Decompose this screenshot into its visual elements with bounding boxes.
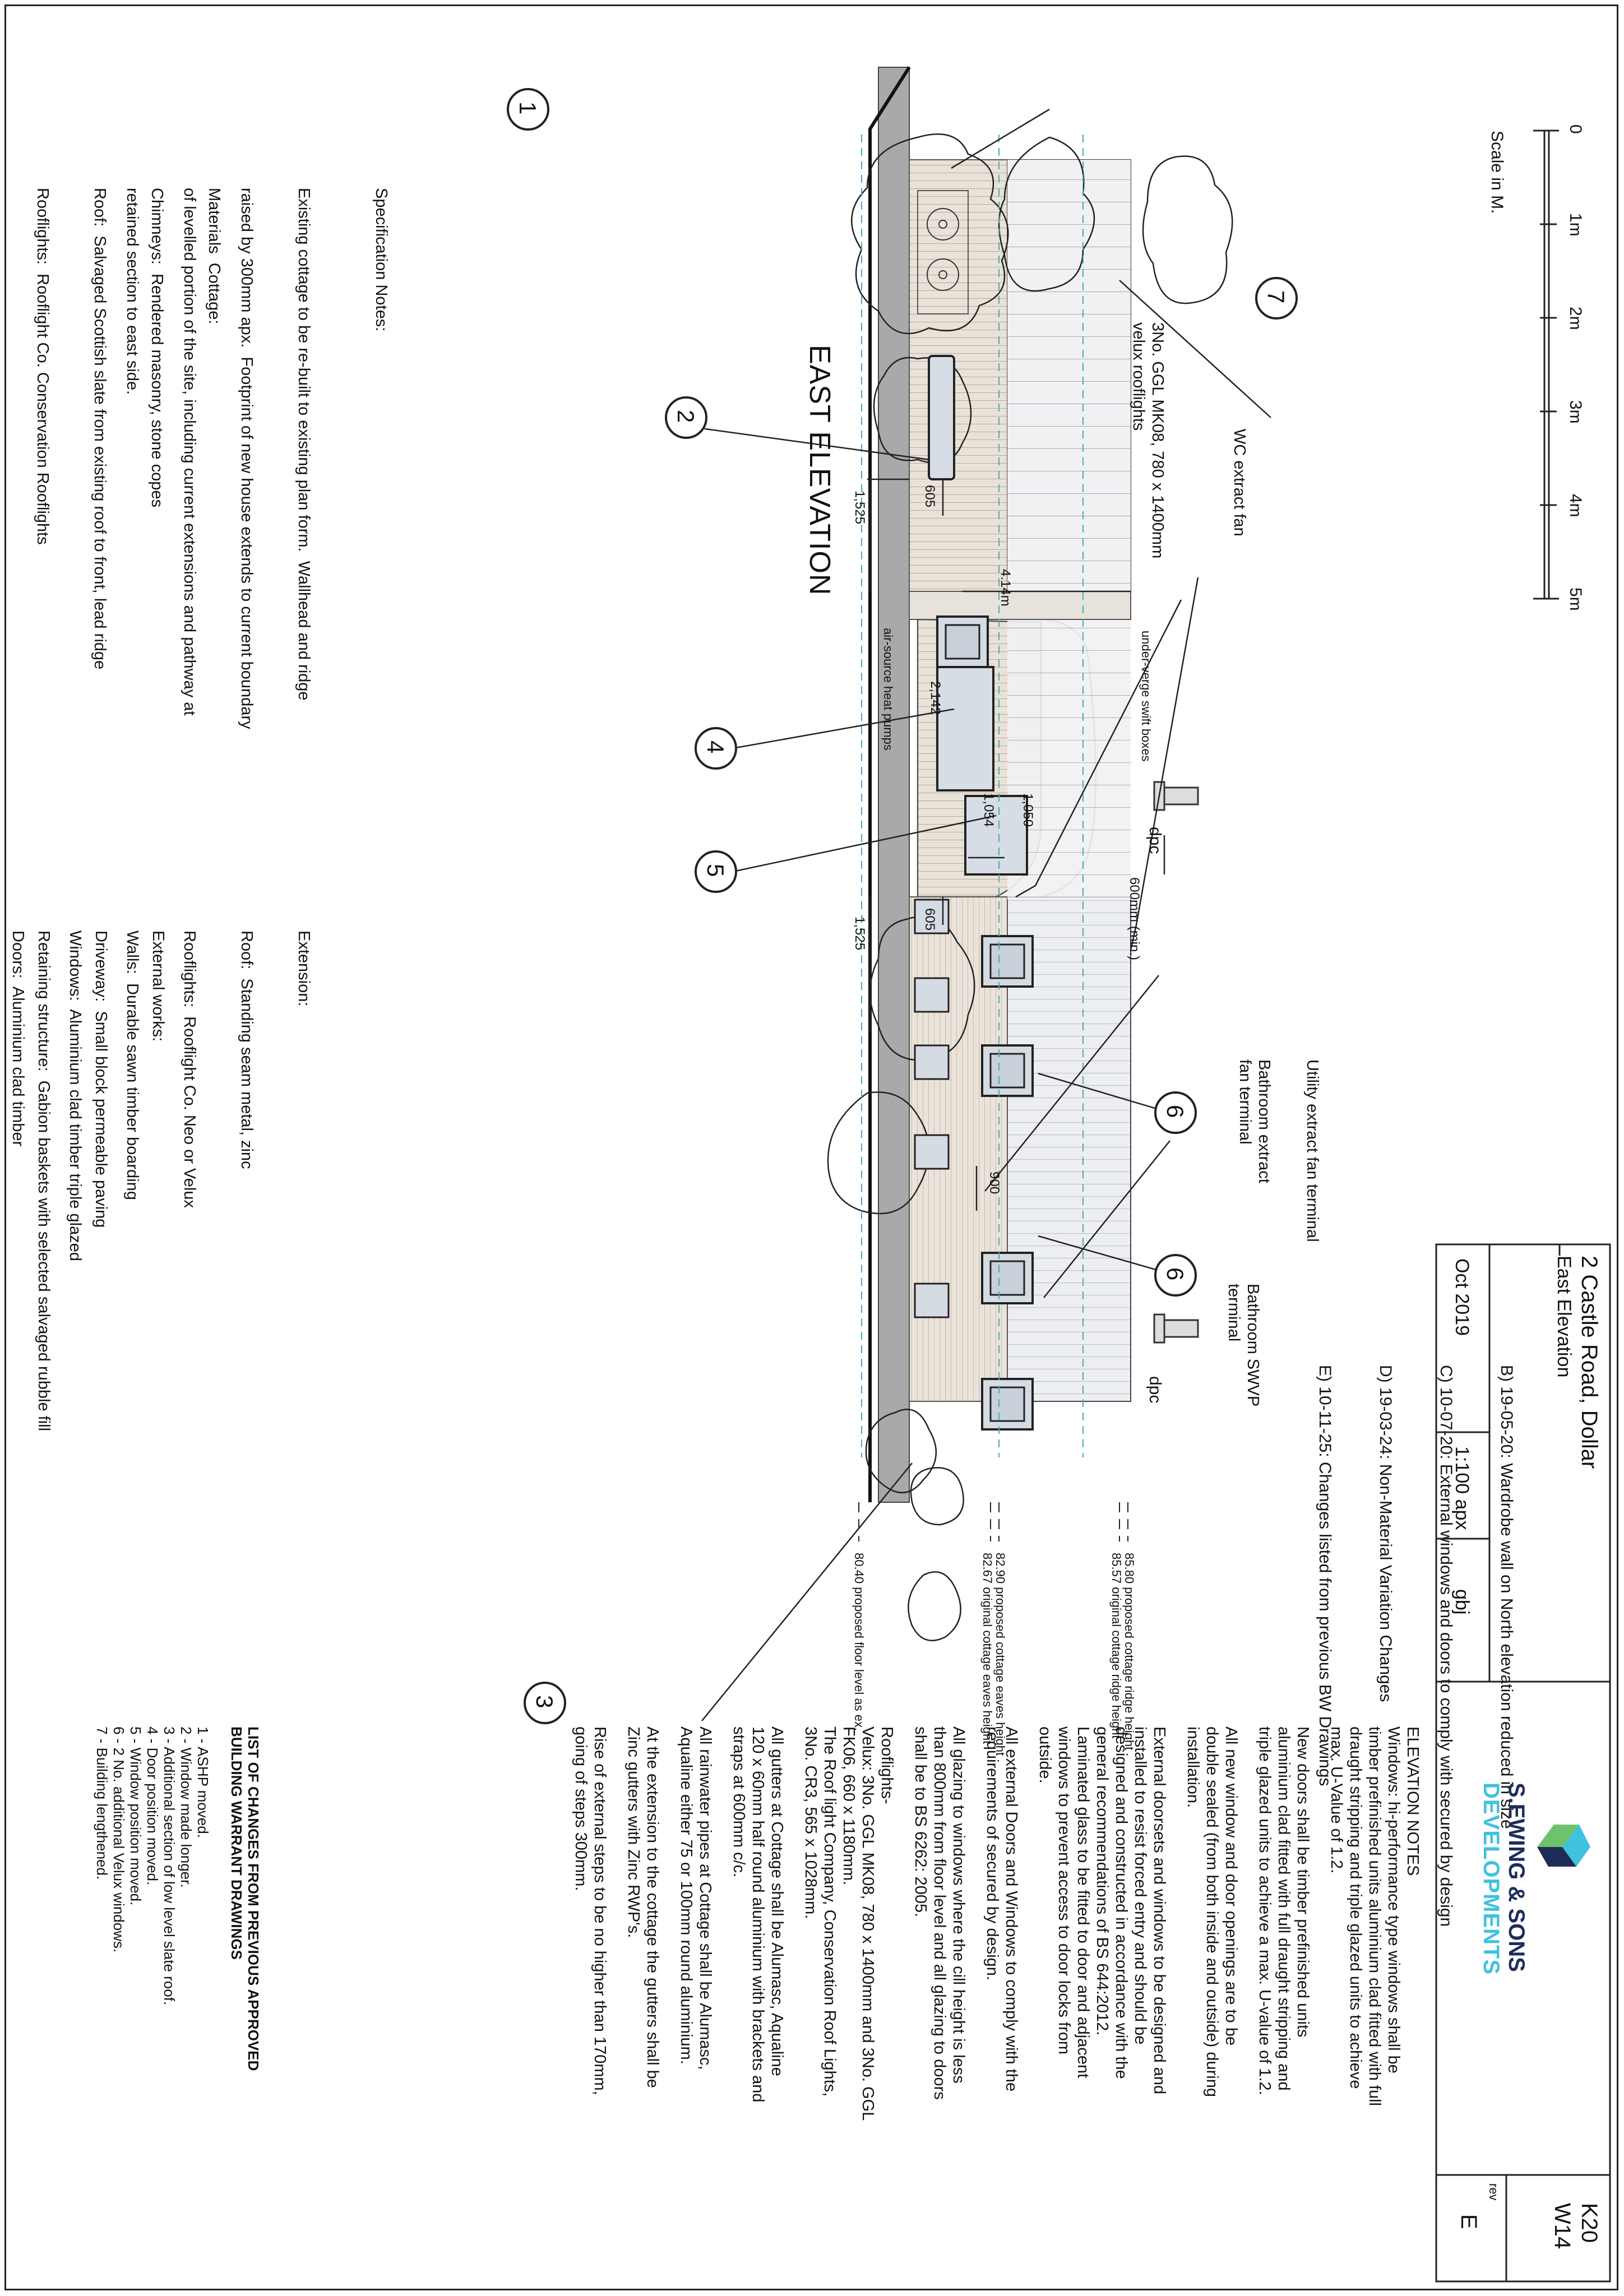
callout-2: 2 [673, 410, 699, 423]
spec-cottage-line: Chimneys: Rendered masonry, stone copes [148, 188, 166, 508]
spec-extension-line: Windows: Aluminium clad timber triple glazed [66, 931, 84, 1261]
note-line: All glazing to windows where the cill height is less [950, 1726, 968, 2084]
level-ridge-proposed: 85.80 proposed cottage ridge height [1122, 1553, 1136, 1751]
spec-extension-line: Roof: Standing seam metal, zinc [238, 931, 256, 1169]
bathroom-swvp-label: Bathroom SWVP terminal [1225, 1284, 1262, 1407]
tb-date: Oct 2019 [1451, 1258, 1473, 1336]
note-line: All new window and door openings are to be [1222, 1726, 1240, 2046]
callout-6b: 6 [1162, 1267, 1188, 1281]
note-line: At the extension to the cottage the gutters shall be [644, 1726, 661, 2088]
rev-value: E [1456, 2214, 1481, 2229]
callout-7: 7 [1263, 290, 1289, 304]
bathroom-fan-label: Bathroom extract fan terminal [1236, 1059, 1273, 1183]
dpc-label-2: dpc [1146, 1376, 1164, 1404]
revision-d: D) 19-03-24: Non-Material Variation Changes [1376, 1365, 1395, 1702]
spec-external-line: External works: [149, 931, 167, 1042]
spec-intro-line: raised by 300mm apx. Footprint of new house extends to current boundary [238, 188, 256, 729]
note-line: straps at 600mm c/c. [730, 1726, 748, 1878]
elevation-title: EAST ELEVATION [803, 345, 836, 596]
spec-intro-line: retained section to east side. [123, 188, 141, 395]
elevation-notes-heading: ELEVATION NOTES [1404, 1726, 1422, 1876]
company-name-line1: S.EWING & SONS [1504, 1783, 1529, 1972]
note-line: All rainwater pipes at Cottage shall be Alumasc, [696, 1726, 714, 2070]
dim-1050: 1,050 [1020, 793, 1035, 827]
scale-tick-0: 0 [1566, 124, 1585, 134]
change-item: 7 - Building lengthened. [94, 1726, 110, 1880]
spec-external-line: Retaining structure: Gabion baskets with selected salvaged rubble fill [35, 931, 53, 1432]
change-item: 1 - ASHP moved. [195, 1726, 211, 1838]
note-line: designed and constructed in accordance with the [1112, 1726, 1130, 2079]
note-security [1035, 1726, 1169, 2276]
dim-1054: 1,054 [981, 793, 996, 827]
note-line: 3No. CR3, 565 x 1028mm. [802, 1726, 820, 1919]
spec-cottage-line: Roof: Salvaged Scottish slate from existing roof to front, lead ridge [91, 188, 109, 670]
callout-6a: 6 [1162, 1105, 1188, 1118]
note-line: Velux: 3No. GGL MK08, 780 x 1400mm and 3No. GGL [859, 1726, 877, 2121]
note-line: than 800mm from floor level and all glazing to doors [931, 1726, 949, 2100]
note-line: External doorsets and windows to be designed and [1150, 1726, 1168, 2095]
scale-tick-1: 1m [1566, 213, 1585, 237]
note-line: shall be to BS 6262: 2005. [912, 1726, 929, 1918]
spec-extension-line: Walls: Durable sawn timber boarding [123, 931, 141, 1200]
changes-list [94, 1726, 262, 2276]
note-line: triple glazed units to achieve a max. U-value of 1.2. [1256, 1726, 1274, 2095]
dim-900: 900 [987, 1172, 1002, 1195]
dim-1525-extension: 1,525 [852, 916, 867, 951]
note-line: double sealed (from both inside and outside) during [1203, 1726, 1221, 2097]
change-item: 2 - Window made longer. [178, 1726, 195, 1888]
drawing-number-line2: W14 [1550, 2203, 1575, 2249]
note-windows [1327, 1726, 1403, 2276]
dim-605-cottage: 605 [922, 485, 937, 508]
note-glazing [911, 1726, 968, 2276]
spec-extension-line: Extension: [295, 931, 313, 1007]
callout-1: 1 [515, 101, 541, 115]
note-secured-by-design [983, 1726, 1021, 2276]
note-line: Laminated glass to be fitted to door and adjacent [1074, 1726, 1092, 2079]
note-line: installed to resist forced entry and should be [1131, 1726, 1149, 2045]
revision-e: E) 10-11-25: Changes listed from previous BW Drawings [1316, 1365, 1334, 1786]
scale-tick-5: 5m [1566, 587, 1585, 611]
utility-fan-label: Utility extract fan terminal [1303, 1059, 1321, 1242]
level-eaves-original: 82.67 original cottage eaves height [980, 1553, 994, 1744]
change-item: 6 - 2 No. additional Velux windows. [110, 1726, 127, 1953]
logo-house-icon [1537, 1825, 1590, 1867]
swift-boxes-label: under-verge swift boxes [1139, 631, 1153, 762]
note-line: installation. [1184, 1726, 1202, 1808]
level-eaves-proposed: 82.90 proposed cottage eaves height [993, 1553, 1007, 1756]
scale-tick-2: 2m [1566, 307, 1585, 330]
note-line: timber prefinished units aluminium clad fitted with full [1366, 1726, 1384, 2106]
note-line: going of steps 300mm. [572, 1726, 590, 1891]
change-item: 5 - Window position moved. [127, 1726, 144, 1906]
note-line: FK06, 660 x 1180mm. [840, 1726, 858, 1886]
note-line: The Roof light Company, Conservation Roof Lights, [821, 1726, 839, 2097]
wc-fan-label: WC extract fan [1230, 429, 1248, 536]
note-rainwater-pipes [677, 1726, 715, 2276]
note-line: Zinc gutters with Zinc RWP's. [624, 1726, 642, 1938]
note-line: New doors shall be timber prefinished units [1294, 1726, 1312, 2038]
note-line: outside. [1036, 1726, 1054, 1784]
dim-600mm-min: 600mm (min.) [1127, 877, 1142, 961]
company-name-line2: DEVELOPMENTS [1479, 1783, 1503, 1975]
note-line: Rooflights- [878, 1726, 896, 1804]
drawing-number-line1: K20 [1577, 2203, 1602, 2243]
note-line: All gutters at Cottage shall be Alumasc, Aqualine [768, 1726, 786, 2076]
change-item: 4 - Door position moved. [144, 1726, 161, 1886]
level-floor-proposed: 80.40 proposed floor level as ex. [852, 1553, 866, 1731]
scale-label: Scale in M. [1488, 131, 1506, 214]
note-line: max. U-Value of 1.2. [1327, 1726, 1345, 1874]
note-line: general recommendations of BS 644:2012. [1093, 1726, 1111, 2036]
note-line: requirements of secured by design. [983, 1726, 1001, 1980]
tb-scale: 1:100 apx [1451, 1446, 1473, 1530]
spec-intro-line: of levelled portion of the site, including current extensions and pathway at [181, 188, 198, 716]
note-openings [1183, 1726, 1241, 2276]
rooflight-label: 3No. GGL MK08, 780 x 1400mm velux rooflights [1130, 322, 1167, 559]
dim-414m: 4.14m [998, 569, 1013, 607]
note-extension-gutters [624, 1726, 662, 2276]
dim-1525-cottage: 1,525 [852, 490, 867, 525]
changes-heading-2: BUILDING WARRANT DRAWINGS [228, 1726, 245, 1960]
dpc-label-1: dpc [1146, 827, 1164, 854]
rev-label: rev [1487, 2183, 1501, 2201]
callout-4: 4 [702, 740, 729, 754]
note-steps [571, 1726, 609, 2276]
note-line: 120 x 60mm half round aluminium with brackets and [749, 1726, 767, 2103]
scale-tick-3: 3m [1566, 400, 1585, 424]
note-line: windows to prevent access to door locks from [1055, 1726, 1073, 2055]
note-line: Rise of external steps to be no higher than 170mm, [591, 1726, 609, 2095]
note-line: Aqualine either 75 or 100mm round aluminium. [677, 1726, 695, 2064]
spec-cottage-line: Materials Cottage: [205, 188, 223, 325]
revision-b: B) 19-05-20: Wardrobe wall on North elevation reduced in size [1497, 1365, 1516, 1829]
note-rooflights [801, 1726, 896, 2276]
note-line: aluminium clad fitted with full draught stripping and [1275, 1726, 1293, 2091]
changes-heading-1: LIST OF CHANGES FROM PREVIOUS APPROVED [245, 1726, 262, 2071]
ashp-label: air-source heat pumps [881, 628, 895, 751]
level-ridge-original: 85.57 original cottage ridge height [1109, 1553, 1123, 1739]
scale-tick-4: 4m [1566, 494, 1585, 517]
callout-5: 5 [702, 864, 729, 877]
note-gutters [729, 1726, 786, 2276]
tb-drawing: East Elevation [1553, 1256, 1575, 1378]
spec-external-line: Driveway: Small block permeable paving [92, 931, 110, 1228]
spec-extension-line: Doors: Aluminium clad timber [9, 931, 27, 1147]
spec-extension-line: Rooflights: Rooflight Co. Neo or Velux [181, 931, 198, 1208]
revision-c: C) 10-07-20: External windows and doors to comply with secured by design [1437, 1365, 1455, 1927]
note-line: draught stripping and triple glazed units to achieve [1347, 1726, 1364, 2089]
tb-project: 2 Castle Road, Dollar [1577, 1256, 1602, 1469]
tb-drawn-by: gbj [1451, 1589, 1473, 1615]
elevation-notes [557, 1726, 1422, 2276]
change-item: 3 - Additional section of low level slate roof. [161, 1726, 178, 2006]
spec-cottage-line: Rooflights: Rooflight Co. Conservation Rooflights [34, 188, 52, 545]
callout-3: 3 [531, 1695, 558, 1709]
dim-2142: 2,142 [928, 681, 943, 715]
spec-heading: Specification Notes: [372, 188, 390, 332]
note-line: Windows: hi-performance type windows shall be [1385, 1726, 1403, 2073]
spec-intro-line: Existing cottage to be re-built to existing plan form. Wallhead and ridge [295, 188, 313, 701]
note-line: All external Doors and Windows to comply with the [1002, 1726, 1020, 2092]
dim-605-extension: 605 [922, 908, 937, 931]
note-doors [1255, 1726, 1312, 2276]
